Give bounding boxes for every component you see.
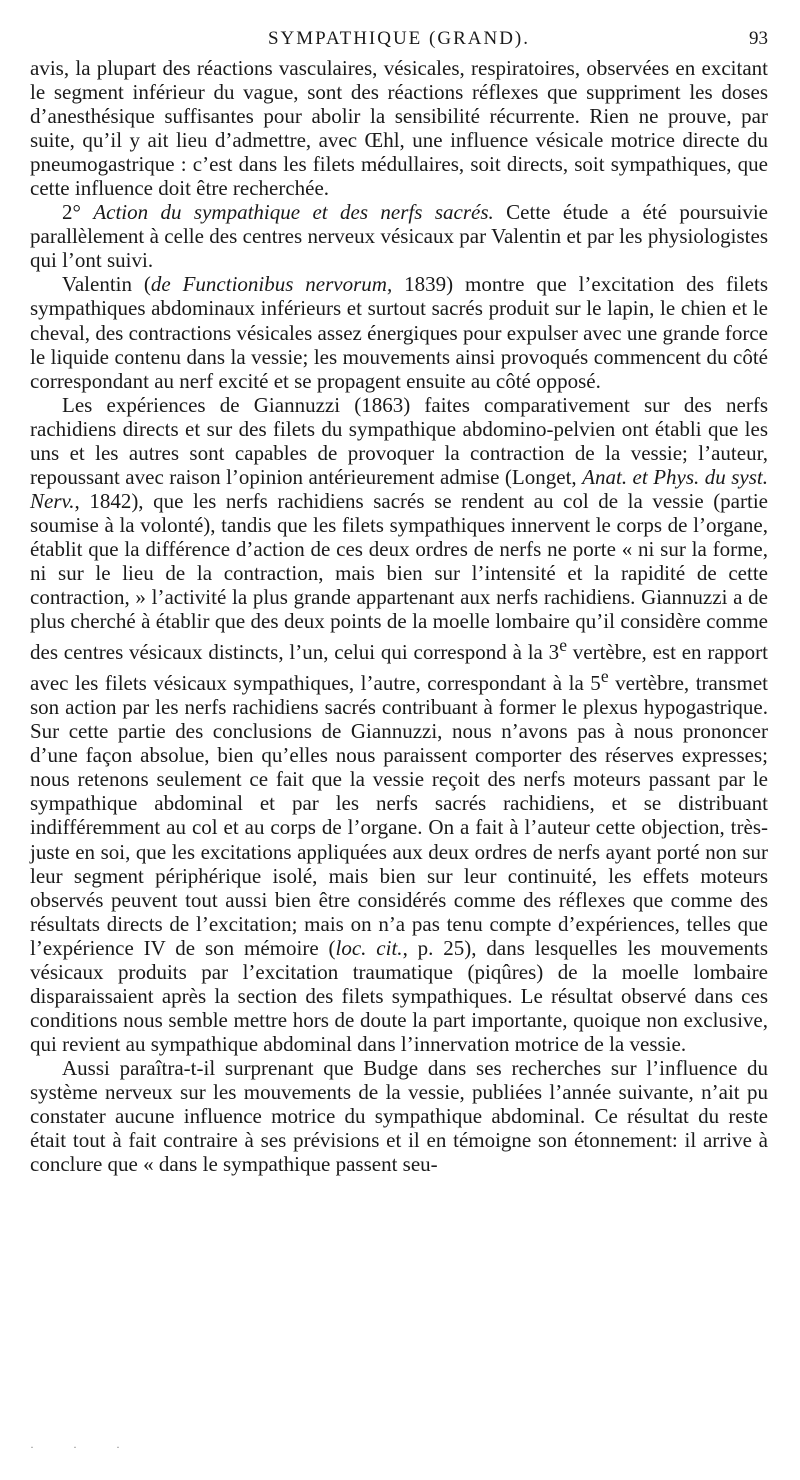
text-segment: vertèbre, est en rapport avec les filets vésicaux sympathiques, l’autre, correspondant à la 5 <box>30 640 768 696</box>
text-segment: , p. 25), dans lesquelles les mouvements vésicaux produits par l’excitation traumatique (piqûres) de la moelle lombaire disparaissaient après la section des filets sympathiques. Le résultat observé dans ces conditions nous semble mettre hors de doute la part importante, quoique non exclusive, qui revient au sympathique abdominal dans l’innervation motrice de la vessie. <box>30 935 768 1056</box>
paragraph <box>30 393 768 1056</box>
text-segment: , 1842), que les nerfs rachidiens sacrés se rendent au col de la vessie (partie soumise à la volonté), tandis que les filets sympathiques innervent le corps de l’organe, établit que la différence d’action de ces deux ordres de nerfs ne porte « ni sur la forme, ni sur le lieu de la contraction, mais bien sur l’intensité et la rapidité de cette contraction, » l’activité la plus grande appartenant aux nerfs rachidiens. Giannuzzi a de plus cherché à établir que des deux points de la moelle lombaire qu’il considère comme des centres vésicaux distincts, l’un, celui qui correspond à la 3 <box>30 488 768 665</box>
text-segment <box>81 200 93 224</box>
paragraph <box>30 272 768 392</box>
ordinal-suffix: e <box>600 666 609 687</box>
section-number: 2° <box>62 200 81 225</box>
text-segment: 1839) montre que l’excitation des filets sympathiques abdominaux inférieurs et surtout sacrés produit sur le lapin, le chien et le cheval, des contractions vésicales assez énergiques pour expulser avec une grande force le liquide contenu dans la vessie; les mouvements ainsi provoqués commencent du côté correspondant au nerf excité et se propagent ensuite au côté opposé. <box>30 272 768 393</box>
paragraph <box>30 56 768 200</box>
book-page <box>30 28 768 1176</box>
text-segment: Valentin ( <box>62 272 151 297</box>
running-header <box>30 28 768 56</box>
text-segment: Aussi paraîtra-t-il surprenant que Budge dans ses recherches sur l’influence du système nerveux sur les mouvements de la vessie, publiées l’année suivante, n’ait pu constater aucune influence motrice du sympathique abdominal. Ce résultat du reste était tout à fait contraire à ses prévisions et il en témoigne son étonnement: il arrive à conclure que « dans le sympathique passent seu- <box>30 1055 768 1177</box>
text-segment: avis, la plupart des réactions vasculaires, vésicales, respiratoires, observées en excitant le segment inférieur du vague, sont des réactions réflexes que suppriment les doses d’anesthésique suffisantes pour abolir la sensibilité récurrente. Rien ne prouve, par suite, qu’il y ait lieu d’admettre, avec Œhl, une influence vésicale motrice directe du pneumogastrique : c’est dans les filets médullaires, soit directs, soit sympathiques, que cette influence doit être recherchée. <box>30 56 768 201</box>
page-number: 93 <box>749 28 768 49</box>
text-segment: Cette étude a été poursuivie parallèlement à celle des centres nerveux vésicaux par Valentin et par les physiologistes qui l’ont suivi. <box>30 200 769 273</box>
paragraph <box>30 200 768 272</box>
scan-margin-marks <box>30 1440 768 1454</box>
paragraph <box>30 1056 768 1176</box>
work-title: de Functionibus nervorum, <box>150 272 393 297</box>
running-title: SYMPATHIQUE (GRAND). <box>267 28 531 49</box>
text-segment: Les expériences de Giannuzzi (1863) faites comparativement sur des nerfs rachidiens directs et sur des filets du sympathique abdomino-pelvien ont établi que les uns et les autres sont capables de provoquer la contraction de la vessie; l’auteur, repoussant avec raison l’opinion antérieurement admise (Longet, <box>30 392 768 489</box>
text-segment: vertèbre, transmet son action par les nerfs rachidiens sacrés contribuant à former le plexus hypogastrique. Sur cette partie des conclusions de Giannuzzi, nous n’avons pas à nous prononcer d’une façon absolue, bien qu’elles nous paraissent comporter des réserves expresses; nous retenons seulement ce fait que la vessie reçoit des nerfs moteurs passant par le sympathique abdominal et par les nerfs sacrés rachidiens, et se distribuant indifféremment au col et au corps de l’organe. On a fait à l’auteur cette objection, très-juste en soi, que les excitations appliquées aux deux ordres de nerfs ayant porté non sur leur segment périphérique isolé, mais bien sur leur continuité, les effets moteurs observés peuvent tout aussi bien être considérés comme des réflexes que comme des résultats directs de l’excitation; mais on n’a pas tenu compte d’expériences, telles que l’expérience IV de son mémoire ( <box>30 671 769 960</box>
ordinal-suffix: e <box>559 635 567 656</box>
scan-mark: · · · <box>30 1440 138 1454</box>
section-heading: Action du sympathique et des nerfs sacrés. <box>93 200 494 225</box>
citation: loc. cit. <box>335 935 403 960</box>
body-text <box>30 56 768 1176</box>
work-title: Anat. et Phys. du syst. Nerv. <box>30 464 768 513</box>
